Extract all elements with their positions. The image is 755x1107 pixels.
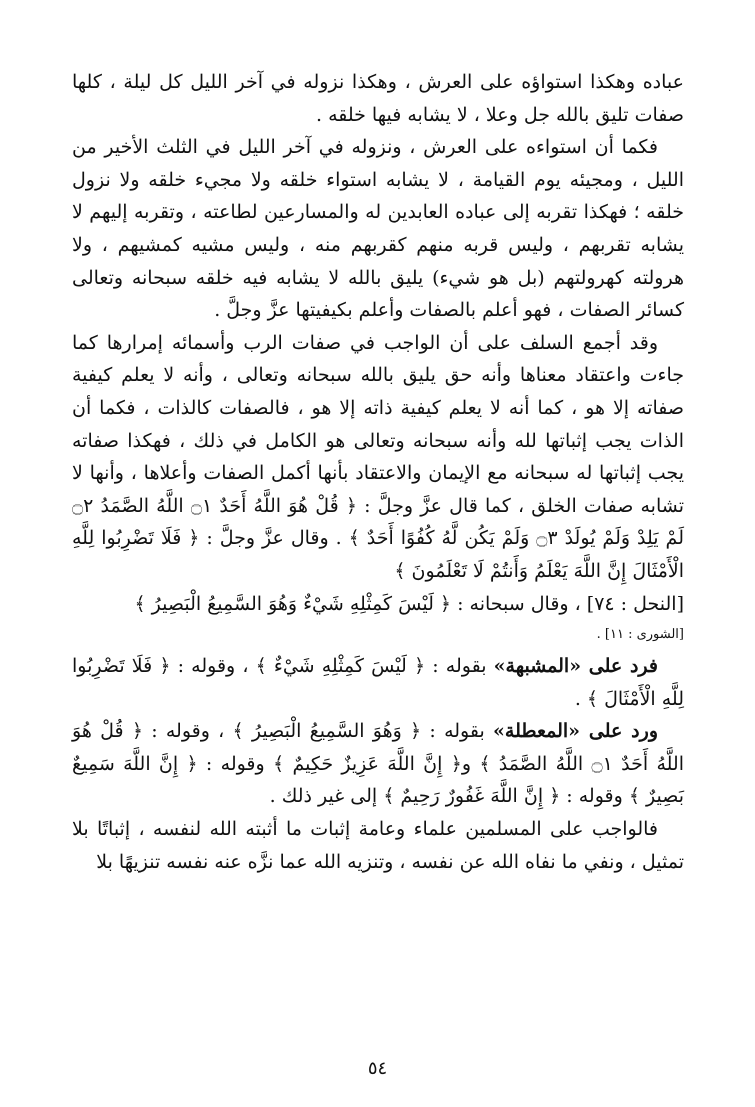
surah-reference: [الشورى : ١١] . [596, 627, 684, 643]
rebuttal-lead-mushabbiha: فرد على «المشبهة» [493, 655, 658, 678]
rebuttal-text-mushabbiha: بقوله : ﴿ لَيْسَ كَمِثْلِهِ شَيْءٌ ﴾ ، وقوله : ﴿ فَلَا تَضْرِبُوا لِلَّهِ الْأَمْثَالَ ﴾ . [72, 655, 684, 710]
paragraph-4-reference: [النحل : ٧٤] ، وقال سبحانه : ﴿ لَيْسَ كَمِثْلِهِ شَيْءٌ وَهُوَ السَّمِيعُ الْبَصِيرُ ﴾ [134, 592, 684, 615]
paragraph-3: وقد أجمع السلف على أن الواجب في صفات الرب وأسمائه إمرارها كما جاءت واعتقاد معناها وأنه حق يليق بالله سبحانه وتعالى ، وأنه لا يعلم كيفية صفاته إلا هو ، كما أنه لا يعلم كيفية ذاته إلا هو ، فالصفات كالذات ، فكما أن الذات يجب إثباتها لله وأنه سبحانه وتعالى هو الكامل في ذلك ، فهكذا صفاته يجب إثباتها له سبحانه مع الإيمان والاعتقاد بأنها أكمل الصفات وأعلاها ، وأنها لا تشابه صفات الخلق ، كما قال عزَّ وجلَّ : ﴿ قُلْ هُوَ اللَّهُ أَحَدٌ ۝١ اللَّهُ الصَّمَدُ ۝٢ لَمْ يَلِدْ وَلَمْ يُولَدْ ۝٣ وَلَمْ يَكُن لَّهُ كُفُوًا أَحَدٌ ﴾ . وقال عزَّ وجلَّ : ﴿ فَلَا تَضْرِبُوا لِلَّهِ الْأَمْثَالَ إِنَّ اللَّهَ يَعْلَمُ وَأَنتُمْ لَا تَعْلَمُونَ ﴾ [72, 331, 684, 582]
paragraph-6 [72, 715, 684, 813]
paragraph-7: فالواجب على المسلمين علماء وعامة إثبات ما أثبته الله لنفسه ، إثباتًا بلا تمثيل ، ونفي ما نفاه الله عن نفسه ، وتنزيه الله عما نزَّه عنه نفسه تنزيهًا بلا [72, 818, 684, 873]
paragraph-2: فكما أن استواءه على العرش ، ونزوله في آخر الليل في الثلث الأخير من الليل ، ومجيئه يوم القيامة ، لا يشابه استواء خلقه ولا مجيء خلقه ولا نزول خلقه ؛ فهكذا تقربه إلى عباده العابدين له والمسارعين لطاعته ، وتقربه إليهم لا يشابه تقربهم ، وليس قربه منهم كقربهم منه ، وليس مشيه كمشيهم ، ولا هرولته كهرولتهم (بل هو شيء) يليق بالله لا يشابه فيه خلقه سبحانه وتعالى كسائر الصفات ، فهو أعلم بالصفات وأعلم بكيفيتها عزَّ وجلَّ . [72, 136, 684, 322]
paragraph-1: عباده وهكذا استواؤه على العرش ، وهكذا نزوله في آخر الليل كل ليلة ، كلها صفات تليق بالله جل وعلا ، لا يشابه فيها خلقه . [72, 71, 684, 126]
page-body [72, 66, 684, 878]
rebuttal-text-muattila: بقوله : ﴿ وَهُوَ السَّمِيعُ الْبَصِيرُ ﴾ ، وقوله : ﴿ قُلْ هُوَ اللَّهُ أَحَدٌ ۝١ اللَّهُ الصَّمَدُ ﴾ و﴿ إِنَّ اللَّهَ عَزِيزٌ حَكِيمٌ ﴾ وقوله : ﴿ إِنَّ اللَّهَ سَمِيعٌ بَصِيرٌ ﴾ وقوله : ﴿ إِنَّ اللَّهَ غَفُورٌ رَحِيمٌ ﴾ إلى غير ذلك . [72, 720, 685, 808]
paragraph-5 [72, 650, 684, 715]
rebuttal-lead-muattila: ورد على «المعطلة» [493, 720, 658, 743]
page-number: ٥٤ [367, 1058, 388, 1079]
